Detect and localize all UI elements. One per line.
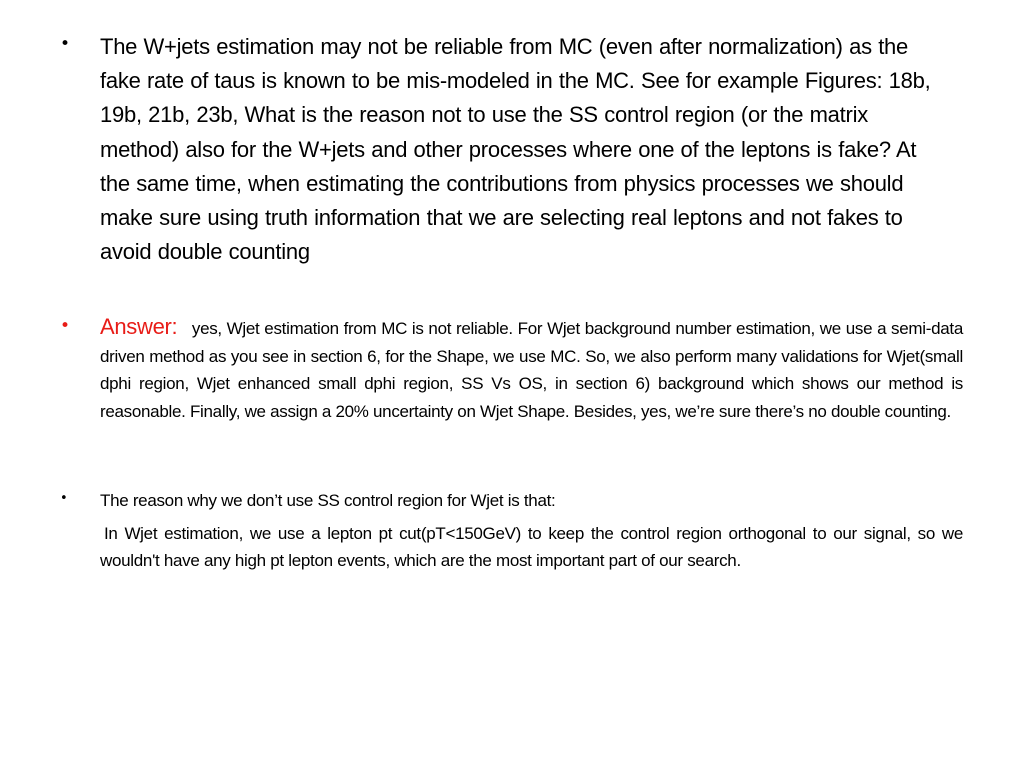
answer-text: yes, Wjet estimation from MC is not reliable. For Wjet background number estimation, we use a semi-data driven method as you see in section 6, for the Shape, we use MC. So, we also perform many validations for Wjet(small dphi region, Wjet enhanced small dphi region, SS Vs OS, in section 6) background which shows our method is reasonable. Finally, we assign a 20% uncertainty on Wjet Shape. Besides, yes, we’re sure there’s no double counting. (100, 319, 963, 421)
bullet-marker: • (60, 491, 68, 506)
answer-label: Answer: (100, 314, 178, 339)
explanation-paragraph (100, 520, 963, 574)
question-text: The W+jets estimation may not be reliable from MC (even after normalization) as the fake rate of taus is known to be mis-modeled in the MC. See for example Figures: 18b, 19b, 21b, 23b, What is the reason not to use the SS control region (or the matrix method) also for the W+jets and other processes where one of the leptons is fake? At the same time, when estimating the contributions from physics processes we should make sure using truth information that we are selecting real leptons and not fakes to avoid double counting (100, 34, 931, 265)
answer-paragraph (100, 313, 963, 425)
bullet-marker: • (60, 34, 71, 54)
explanation-text: In Wjet estimation, we use a lepton pt cut(pT<150GeV) to keep the control region orthogonal to our signal, so we wouldn't have any high pt lepton events, which are the most important part of our search. (100, 524, 963, 570)
bullet-marker: • (60, 316, 71, 336)
reason-text: The reason why we don’t use SS control region for Wjet is that: (100, 491, 556, 510)
